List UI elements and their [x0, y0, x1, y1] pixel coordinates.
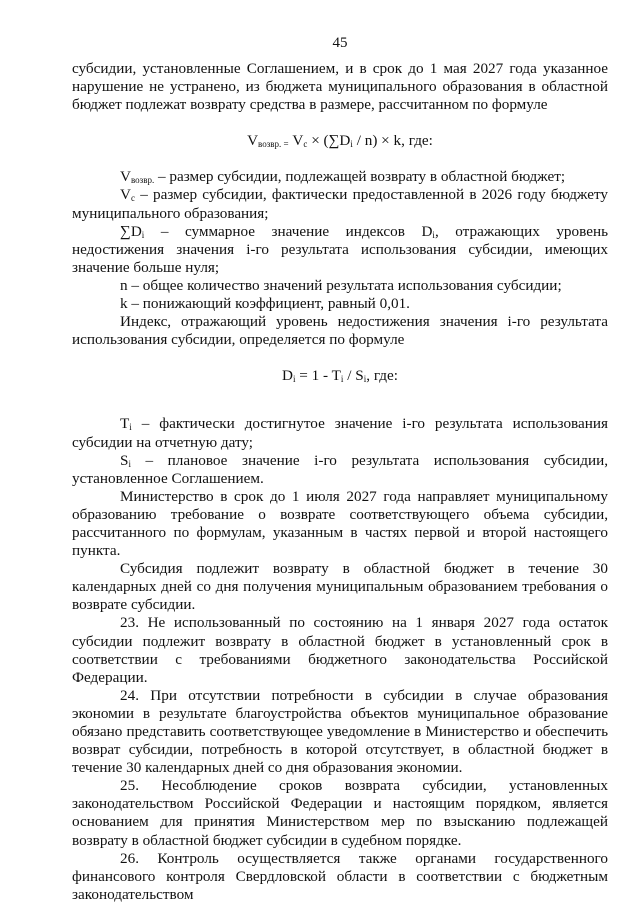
document-body [72, 60, 608, 904]
formula-subscript: возвр. = [258, 139, 289, 150]
definition-vc [72, 186, 608, 222]
definition-text: – суммарное значение индексов D [144, 222, 433, 240]
definition-symbol: ∑D [120, 222, 142, 240]
formula-part: V [288, 132, 304, 150]
formula-part: / n) × k, где: [352, 132, 433, 150]
formula-part: , где: [366, 367, 398, 385]
page-number: 45 [332, 35, 348, 51]
definition-ti [72, 415, 608, 451]
definition-subscript: i [141, 229, 145, 240]
formula-symbol: V [247, 132, 259, 150]
definition-symbol: S [120, 451, 129, 469]
definition-text: – размер субсидии, подлежащей возврату в областной бюджет; [154, 168, 566, 186]
definition-text: – плановое значение i-го результата использования субсидии, установленное Соглашением. [72, 451, 608, 487]
paragraph-23: 23. Не использованный по состоянию на 1 января 2027 года остаток субсидии подлежит возврату в областной бюджет в установленный срок в соответствии с требованиями бюджетного законодательства Российской Федерации. [72, 614, 608, 686]
definition-si [72, 452, 608, 488]
formula-refund [72, 132, 608, 150]
paragraph-continuation: субсидии, установленные Соглашением, и в срок до 1 мая 2027 года указанное нарушение не устранено, из бюджета муниципального образования в областной бюджет подлежат возврату средства в размере, рассчитанном по формуле [72, 60, 608, 114]
definition-text: , отражающих уровень недостижения значения i-го результата использования субсидии, имеющих значение больше нуля; [72, 222, 608, 276]
definition-k: k – понижающий коэффициент, равный 0,01. [120, 295, 410, 313]
formula-subscript: i [363, 374, 367, 385]
formula-part: × (∑D [307, 132, 351, 150]
paragraph-ministry-demand: Министерство в срок до 1 июля 2027 года направляет муниципальному образованию требование о возврате соответствующего объема субсидии, рассчитанного по формулам, указанным в частях первой и второй настоящего пункта. [72, 487, 608, 560]
definition-vvozvr [72, 168, 608, 186]
formula-subscript: i [350, 139, 353, 150]
definition-text: – размер субсидии, фактически предоставленной в 2026 году бюджету муниципального образования; [72, 186, 608, 222]
definition-symbol: V [120, 186, 131, 204]
definition-symbol: V [120, 168, 131, 186]
definition-subscript: c [130, 193, 135, 204]
definition-subscript: i [128, 458, 131, 469]
definition-n: n – общее количество значений результата использования субсидии; [120, 276, 562, 294]
definition-sumdi [72, 223, 608, 277]
formula-index [72, 367, 608, 385]
formula-part: / S [343, 367, 364, 385]
paragraph-25: 25. Несоблюдение сроков возврата субсидии, установленных законодательством Российской Федерации и настоящим порядком, является основанием для принятия Министерством мер по взысканию подлежащей возврату в областной бюджет субсидии в судебном порядке. [72, 777, 608, 849]
definition-symbol: T [120, 415, 130, 433]
formula-part: = 1 - T [295, 367, 341, 385]
paragraph-26: 26. Контроль осуществляется также органами государственного финансового контроля Свердловской области в соответствии с бюджетным законодательством [72, 849, 608, 903]
paragraph-index: Индекс, отражающий уровень недостижения значения i-го результата использования субсидии, определяется по формуле [72, 313, 608, 349]
formula-symbol: D [282, 367, 293, 385]
formula-subscript: i [292, 374, 296, 385]
definition-subscript: возвр. [130, 175, 155, 186]
paragraph-return-period: Субсидия подлежит возврату в областной бюджет в течение 30 календарных дней со дня получения муниципальным образованием требования о возврате субсидии. [72, 560, 608, 614]
definition-text: – фактически достигнутое значение i-го результата использования субсидии на отчетную дату; [72, 415, 608, 451]
formula-subscript: c [303, 139, 308, 150]
definition-subscript: i [432, 229, 435, 240]
definition-subscript: i [129, 422, 132, 433]
formula-subscript: i [340, 374, 344, 385]
paragraph-24: 24. При отсутствии потребности в субсидии в случае образования экономии в результате благоустройства объектов муниципальное образование обязано представить соответствующее уведомление в Министерство и обеспечить возврат субсидии, потребность в которой отсутствует, в областной бюджет в течение 30 календарных дней со дня образования экономии. [72, 686, 608, 777]
